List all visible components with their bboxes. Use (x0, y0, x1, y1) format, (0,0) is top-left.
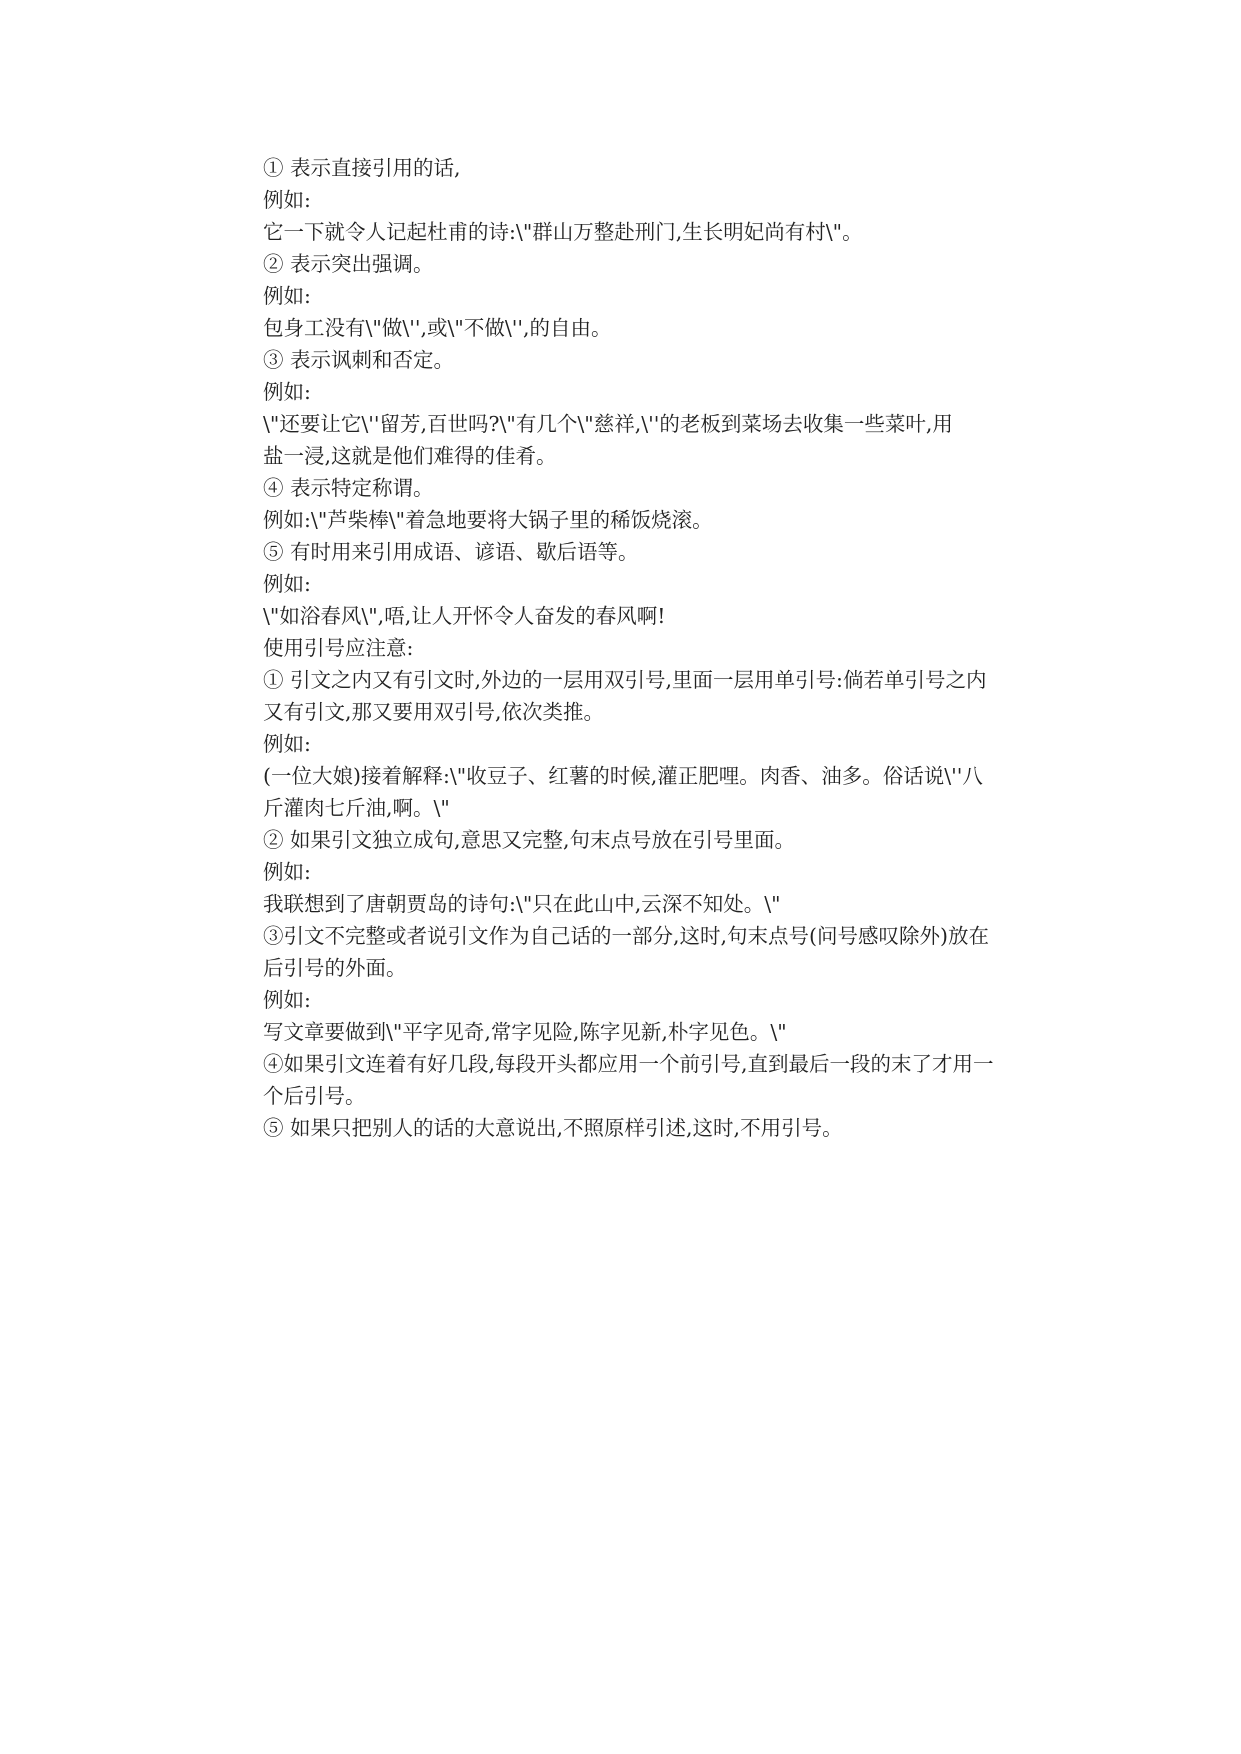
example-label: 例如: (263, 860, 311, 884)
usage-notes-heading: 使用引号应注意: (263, 636, 414, 660)
example-text: \"还要让它\''留芳,百世吗?\"有几个\"慈祥,\''的老板到菜场去收集一些菜叶,用 (263, 412, 953, 436)
example-label: 例如: (263, 188, 311, 212)
rule-text: ⑤ 如果只把别人的话的大意说出,不照原样引述,这时,不用引号。 (263, 1116, 843, 1140)
rule-text: ④如果引文连着有好几段,每段开头都应用一个前引号,直到最后一段的末了才用一 (263, 1052, 994, 1076)
example-text: 盐一浸,这就是他们难得的佳肴。 (263, 444, 557, 468)
example-text: 包身工没有\"做\'',或\"不做\'',的自由。 (263, 316, 612, 340)
example-text: 斤灌肉七斤油,啊。\" (263, 796, 450, 820)
rule-text: ③引文不完整或者说引文作为自己话的一部分,这时,句末点号(问号感叹除外)放在 (263, 924, 990, 948)
rule-text: ② 如果引文独立成句,意思又完整,句末点号放在引号里面。 (263, 828, 796, 852)
example-text: 例如:\"芦柴棒\"着急地要将大锅子里的稀饭烧滚。 (263, 508, 713, 532)
rule-text: ① 引文之内又有引文时,外边的一层用双引号,里面一层用单引号:倘若单引号之内 (263, 668, 987, 692)
document-body (263, 152, 1063, 1144)
rule-text: 又有引文,那又要用双引号,依次类推。 (263, 700, 605, 724)
example-text: 我联想到了唐朝贾岛的诗句:\"只在此山中,云深不知处。\" (263, 892, 781, 916)
section-heading: ⑤ 有时用来引用成语、谚语、歇后语等。 (263, 540, 639, 564)
example-label: 例如: (263, 284, 311, 308)
rule-text: 后引号的外面。 (263, 956, 407, 980)
example-text: \"如浴春风\",唔,让人开怀令人奋发的春风啊! (263, 604, 666, 628)
example-text: 写文章要做到\"平字见奇,常字见险,陈字见新,朴字见色。\" (263, 1020, 787, 1044)
rule-text: 个后引号。 (263, 1084, 366, 1108)
example-label: 例如: (263, 572, 311, 596)
section-heading: ① 表示直接引用的话, (263, 156, 461, 180)
example-text: (一位大娘)接着解释:\"收豆子、红薯的时候,灌正肥哩。肉香、油多。俗话说\''八 (263, 764, 983, 788)
example-label: 例如: (263, 732, 311, 756)
section-heading: ④ 表示特定称谓。 (263, 476, 434, 500)
example-label: 例如: (263, 380, 311, 404)
section-heading: ③ 表示讽刺和否定。 (263, 348, 455, 372)
section-heading: ② 表示突出强调。 (263, 252, 434, 276)
example-text: 它一下就令人记起杜甫的诗:\"群山万整赴刑门,生长明妃尚有村\"。 (263, 220, 863, 244)
example-label: 例如: (263, 988, 311, 1012)
